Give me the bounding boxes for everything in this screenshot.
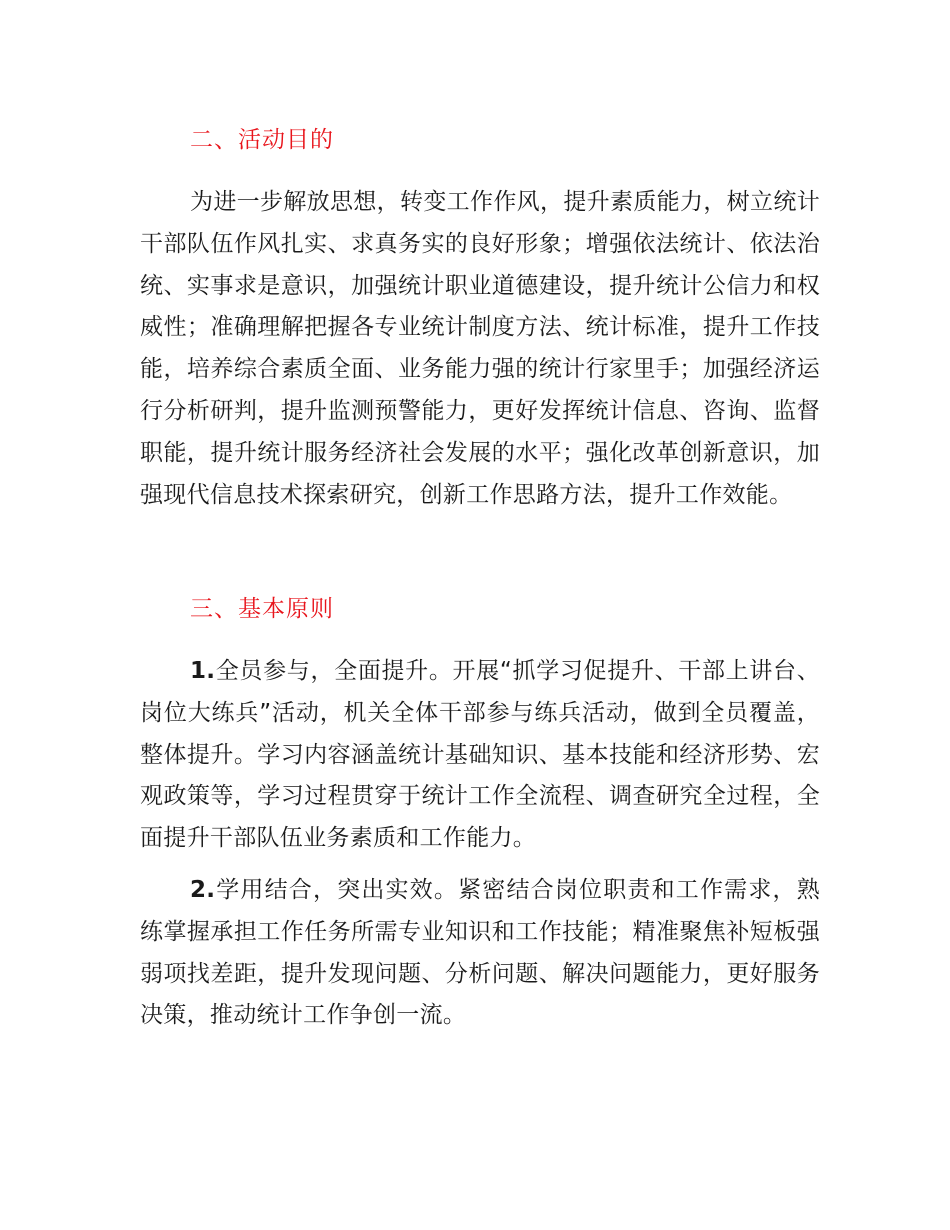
principle-text-2: 学用结合，突出实效。紧密结合岗位职责和工作需求，熟练掌握承担工作任务所需专业知识和工作技能；精准聚焦补短板强弱项找差距，提升发现问题、分析问题、解决问题能力，更好服务决策，推动统计工作争创一流。	[140, 877, 820, 1029]
principle-item-2	[140, 870, 820, 1037]
principle-number-1: 1.	[190, 658, 216, 684]
principle-item-1	[140, 651, 820, 860]
objectives-paragraph: 为进一步解放思想，转变工作作风，提升素质能力，树立统计干部队伍作风扎实、求真务实的良好形象；增强依法统计、依法治统、实事求是意识，加强统计职业道德建设，提升统计公信力和权威性；准确理解把握各专业统计制度方法、统计标准，提升工作技能，培养综合素质全面、业务能力强的统计行家里手；加强经济运行分析研判，提升监测预警能力，更好发挥统计信息、咨询、监督职能，提升统计服务经济社会发展的水平；强化改革创新意识，加强现代信息技术探索研究，创新工作思路方法，提升工作效能。	[140, 189, 820, 508]
principle-number-2: 2.	[190, 877, 216, 903]
section-heading-objectives: 二、活动目的	[190, 127, 334, 153]
section-heading-principles: 三、基本原则	[190, 596, 334, 622]
principle-text-1: 全员参与，全面提升。开展“抓学习促提升、干部上讲台、岗位大练兵”活动，机关全体干部参与练兵活动，做到全员覆盖，整体提升。学习内容涵盖统计基础知识、基本技能和经济形势、宏观政策等，学习过程贯穿于统计工作全流程、调查研究全过程，全面提升干部队伍业务素质和工作能力。	[140, 658, 820, 852]
